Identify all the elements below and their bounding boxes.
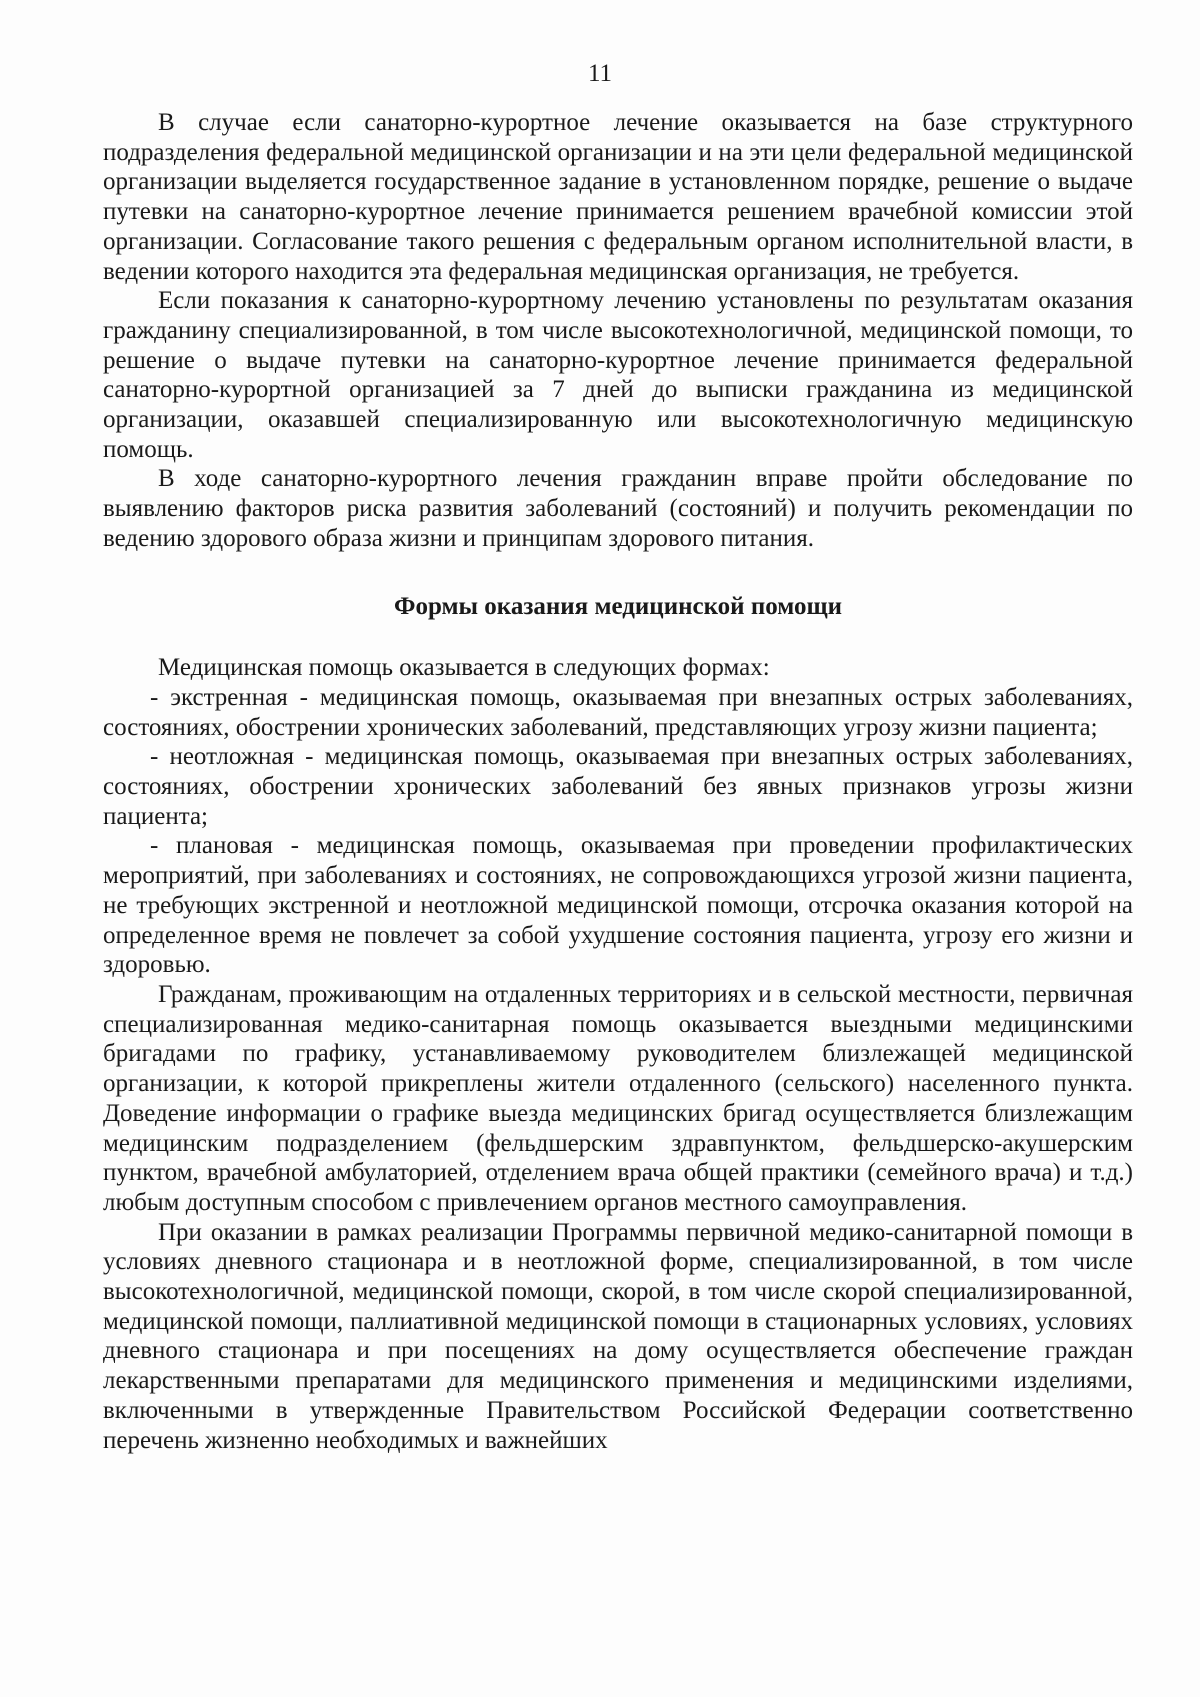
forms-intro: Медицинская помощь оказывается в следующих формах: xyxy=(158,654,770,682)
list-item-emergency: - экстренная - медицинская помощь, оказываемая при внезапных острых заболеваниях, состояниях, обострении хронических заболеваний, представляющих угрозу жизни пациента; xyxy=(103,683,1133,741)
list-item-planned: - плановая - медицинская помощь, оказываемая при проведении профилактических мероприятий, при заболеваниях и состояниях, не сопровождающихся угрозой жизни пациента, не требующих экстренной и неотложной медицинской помощи, отсрочка оказания которой на определенное время не повлечет за собой ухудшение состояния пациента, угрозу его жизни и здоровью. xyxy=(103,832,1133,979)
list-item-urgent: - неотложная - медицинская помощь, оказываемая при внезапных острых заболеваниях, состояниях, обострении хронических заболеваний без явных признаков угрозы жизни пациента; xyxy=(103,743,1133,830)
section-heading: Формы оказания медицинской помощи xyxy=(394,592,842,620)
paragraph-sanatorium-structural-unit: В случае если санаторно-курортное лечение оказывается на базе структурного подразделения федеральной медицинской организации и на эти цели федеральной медицинской организации выделяется государственное задание в установленном порядке, решение о выдаче путевки на санаторно-курортное лечение принимается решением врачебной комиссии этой организации. Согласование такого решения с федеральным органом исполнительной власти, в ведении которого находится эта федеральная медицинская организация, не требуется. xyxy=(103,109,1133,285)
document-body xyxy=(103,108,1133,1455)
paragraph-remote-territories: Гражданам, проживающим на отдаленных территориях и в сельской местности, первичная специализированная медико-санитарная помощь оказывается выездными медицинскими бригадами по графику, устанавливаемому руководителем близлежащей медицинской организации, к которой прикреплены жители отдаленного (сельского) населенного пункта. Доведение информации о графике выезда медицинских бригад осуществляется близлежащим медицинским подразделением (фельдшерским здравпунктом, фельдшерско-акушерским пунктом, врачебной амбулаторией, отделением врача общей практики (семейного врача) и т.д.) любым доступным способом с привлечением органов местного самоуправления. xyxy=(103,980,1133,1216)
page-number: 11 xyxy=(587,60,613,87)
paragraph-sanatorium-examination: В ходе санаторно-курортного лечения гражданин вправе пройти обследование по выявлению факторов риска развития заболеваний (состояний) и получить рекомендации по ведению здорового образа жизни и принципам здорового питания. xyxy=(103,465,1133,552)
paragraph-sanatorium-indications: Если показания к санаторно-курортному лечению установлены по результатам оказания гражданину специализированной, в том числе высокотехнологичной, медицинской помощи, то решение о выдаче путевки на санаторно-курортное лечение принимается федеральной санаторно-курортной организацией за 7 дней до выписки гражданина из медицинской организации, оказавшей специализированную или высокотехнологичную медицинскую помощь. xyxy=(103,287,1133,463)
paragraph-drug-provision: При оказании в рамках реализации Программы первичной медико-санитарной помощи в условиях дневного стационара и в неотложной форме, специализированной, в том числе высокотехнологичной, медицинской помощи, скорой, в том числе скорой специализированной, медицинской помощи, паллиативной медицинской помощи в стационарных условиях, условиях дневного стационара и при посещениях на дому осуществляется обеспечение граждан лекарственными препаратами для медицинского применения и медицинскими изделиями, включенными в утвержденные Правительством Российской Федерации соответственно перечень жизненно необходимых и важнейших xyxy=(103,1218,1133,1454)
